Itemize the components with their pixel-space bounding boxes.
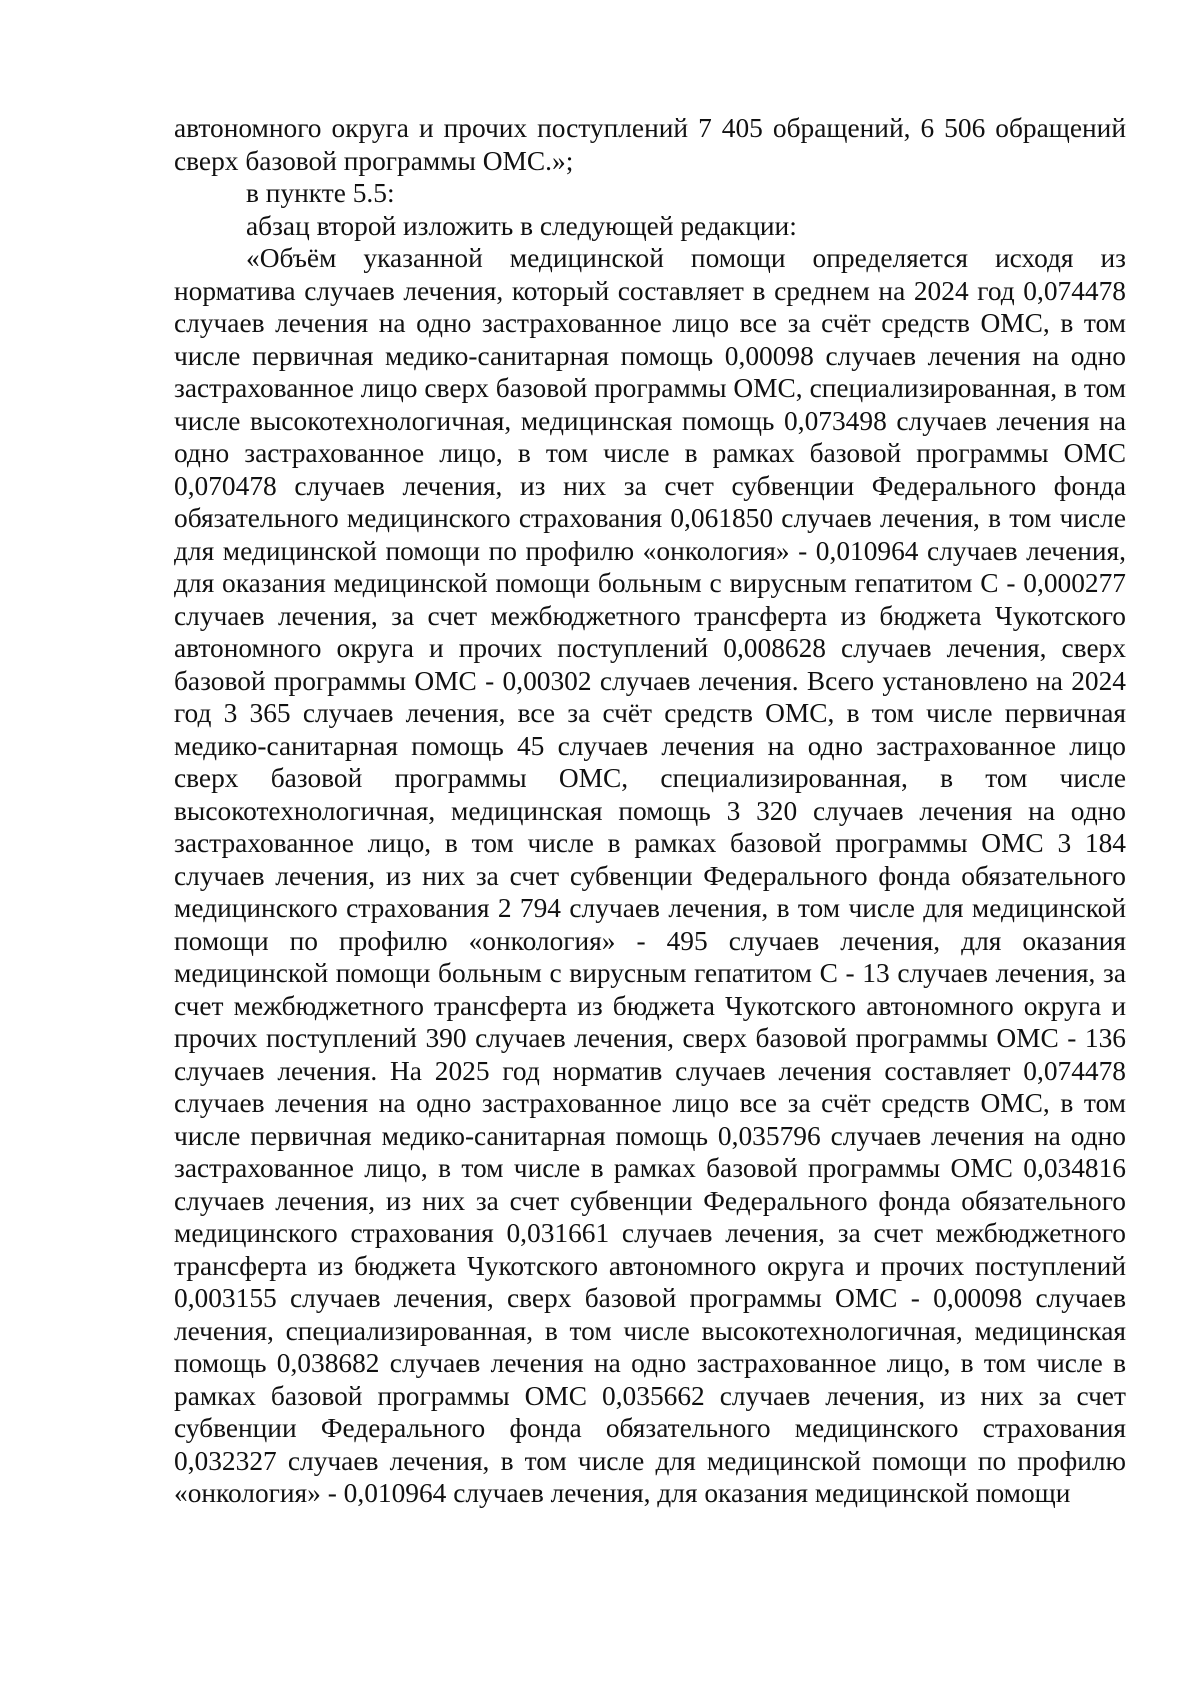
paragraph-amended-text: «Объём указанной медицинской помощи определяется исходя из норматива случаев лечения, который составляет в среднем на 2024 год 0,074478 случаев лечения на одно застрахованное лицо все за счёт средств ОМС, в том числе первичная медико-санитарная помощь 0,00098 случаев лечения на одно застрахованное лицо сверх базовой программы ОМС, специализированная, в том числе высокотехнологичная, медицинская помощь 0,073498 случаев лечения на одно застрахованное лицо, в том числе в рамках базовой программы ОМС 0,070478 случаев лечения, из них за счет субвенции Федерального фонда обязательного медицинского страхования 0,061850 случаев лечения, в том числе для медицинской помощи по профилю «онкология» - 0,010964 случаев лечения, для оказания медицинской помощи больным с вирусным гепатитом С - 0,000277 случаев лечения, за счет межбюджетного трансферта из бюджета Чукотского автономного округа и прочих поступлений 0,008628 случаев лечения, сверх базовой программы ОМС - 0,00302 случаев лечения. Всего установлено на 2024 год 3 365 случаев лечения, все за счёт средств ОМС, в том числе первичная медико-санитарная помощь 45 случаев лечения на одно застрахованное лицо сверх базовой программы ОМС, специализированная, в том числе высокотехнологичная, медицинская помощь 3 320 случаев лечения на одно застрахованное лицо, в том числе в рамках базовой программы ОМС 3 184 случаев лечения, из них за счет субвенции Федерального фонда обязательного медицинского страхования 2 794 случаев лечения, в том числе для медицинской помощи по профилю «онкология» - 495 случаев лечения, для оказания медицинской помощи больным с вирусным гепатитом С - 13 случаев лечения, за счет межбюджетного трансферта из бюджета Чукотского автономного округа и прочих поступлений 390 случаев лечения, сверх базовой программы ОМС - 136 случаев лечения. На 2025 год норматив случаев лечения составляет 0,074478 случаев лечения на одно застрахованное лицо все за счёт средств ОМС, в том числе первичная медико-санитарная помощь 0,035796 случаев лечения на одно застрахованное лицо, в том числе в рамках базовой программы ОМС 0,034816 случаев лечения, из них за счет субвенции Федерального фонда обязательного медицинского страхования 0,031661 случаев лечения, за счет межбюджетного трансферта из бюджета Чукотского автономного округа и прочих поступлений 0,003155 случаев лечения, сверх базовой программы ОМС - 0,00098 случаев лечения, специализированная, в том числе высокотехнологичная, медицинская помощь 0,038682 случаев лечения на одно застрахованное лицо, в том числе в рамках базовой программы ОМС 0,035662 случаев лечения, из них за счет субвенции Федерального фонда обязательного медицинского страхования 0,032327 случаев лечения, в том числе для медицинской помощи по профилю «онкология» - 0,010964 случаев лечения, для оказания медицинской помощи bbox=[174, 243, 1126, 1508]
document-body bbox=[174, 112, 1126, 1510]
paragraph-instruction: абзац второй изложить в следующей редакции: bbox=[246, 210, 797, 241]
paragraph-clause-reference: в пункте 5.5: bbox=[246, 178, 395, 208]
paragraph-continuation: автономного округа и прочих поступлений 7 405 обращений, 6 506 обращений сверх базовой программы ОМС.»; bbox=[174, 113, 1126, 176]
